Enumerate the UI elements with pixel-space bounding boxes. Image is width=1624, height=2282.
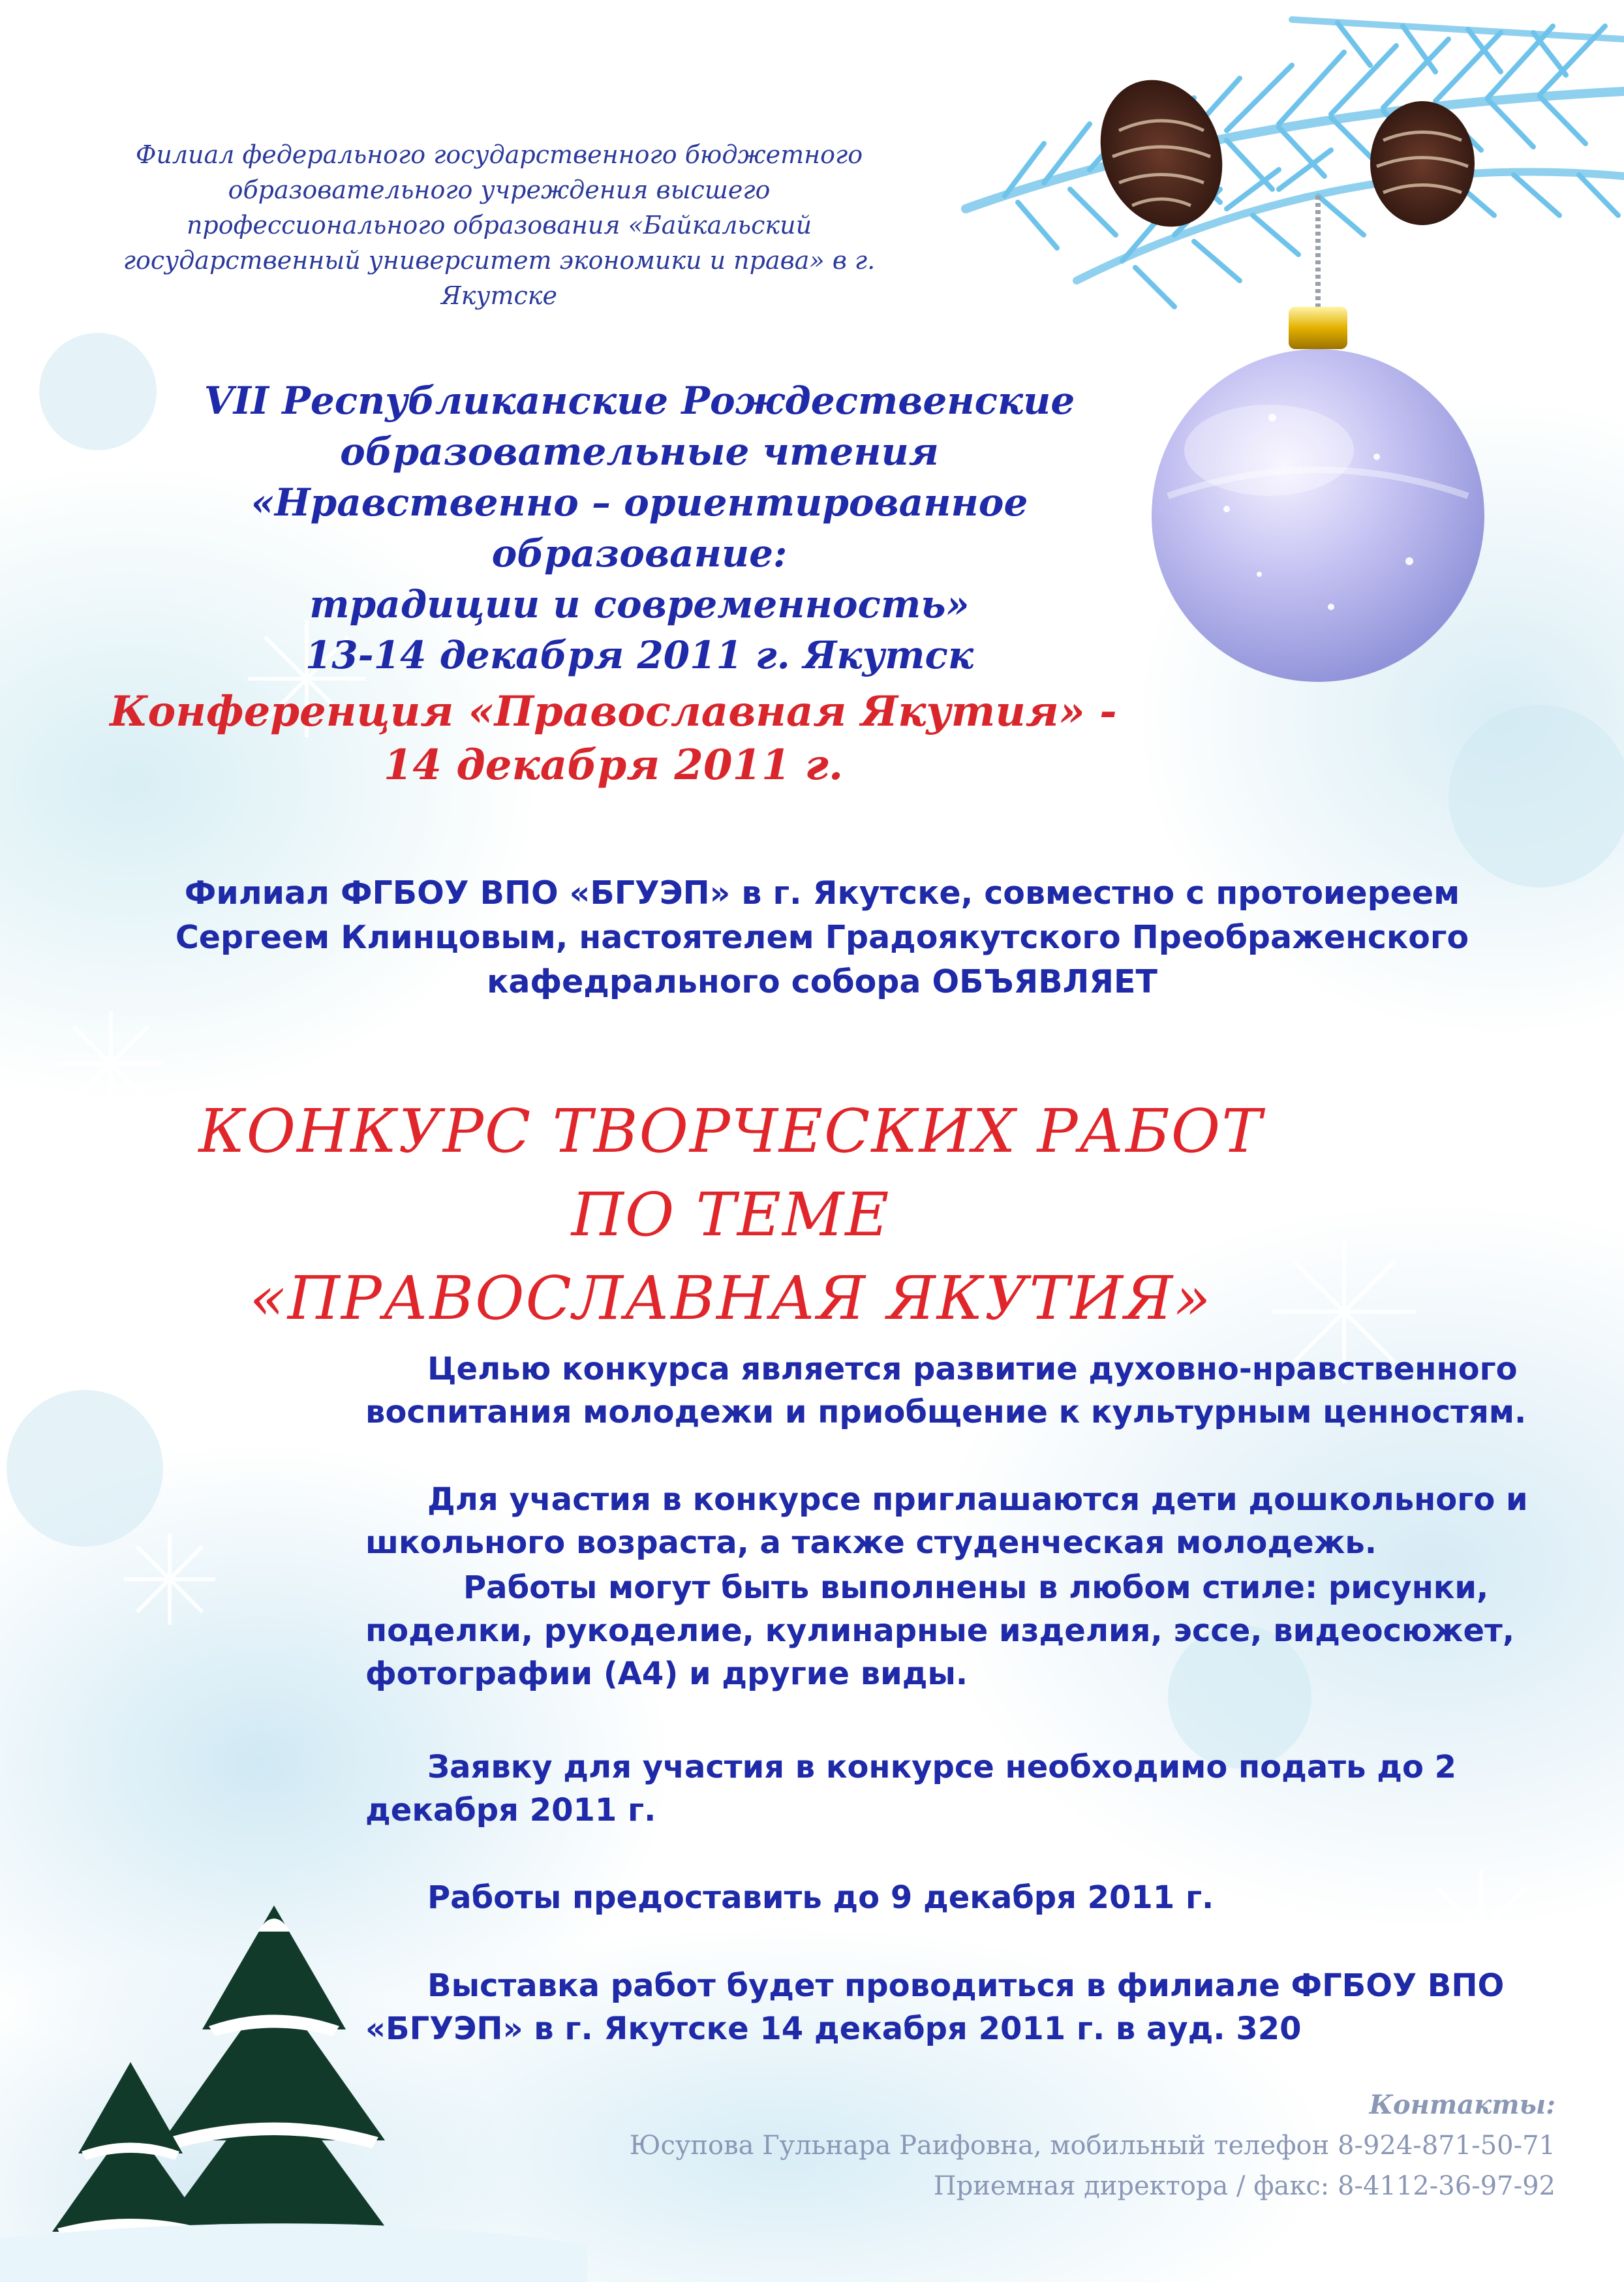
- conference-title: [98, 685, 1129, 792]
- participants-paragraph: Для участия в конкурсе приглашаются дети дошкольного и школьного возраста, а также студенческая молодежь.: [365, 1481, 1528, 1561]
- event-line: «Нравственно – ориентированное образование:: [251, 480, 1028, 576]
- styles-paragraph: Работы могут быть выполнены в любом стиле: рисунки, поделки, рукоделие, кулинарные изделия, эссе, видеосюжет, фотографии (А4) и другие виды.: [365, 1569, 1515, 1692]
- goal-paragraph: Целью конкурса является развитие духовно-нравственного воспитания молодежи и приобщение к культурным ценностям.: [365, 1351, 1527, 1430]
- christmas-ornament-icon: [1152, 196, 1484, 682]
- conference-date: 14 декабря 2011 г.: [383, 741, 844, 790]
- event-date: 13-14 декабря 2011 г. Якутск: [305, 633, 974, 677]
- announcement: [144, 871, 1501, 1004]
- contact-phone: Юсупова Гульнара Раифовна, мобильный телефон 8-924-871-50-71: [629, 2131, 1555, 2161]
- contacts-title: Контакты:: [1369, 2089, 1555, 2120]
- contacts: [479, 2085, 1555, 2206]
- institution-line: Филиал федерального государственного бюджетного: [135, 140, 863, 169]
- event-line: образовательные чтения: [340, 429, 939, 474]
- institution-name: [98, 137, 900, 313]
- contest-line: ПО ТЕМЕ: [571, 1180, 891, 1250]
- application-paragraph: Заявку для участия в конкурсе необходимо подать до 2 декабря 2011 г.: [365, 1749, 1457, 1828]
- institution-line: Якутске: [441, 281, 557, 310]
- contact-fax: Приемная директора / факс: 8-4112-36-97-92: [933, 2171, 1555, 2201]
- announcement-line: Филиал ФГБОУ ВПО «БГУЭП» в г. Якутске, совместно с протоиереем: [184, 874, 1460, 912]
- exhibition-line: Выставка работ будет проводиться в филиале ФГБОУ ВПО: [427, 1967, 1505, 2004]
- institution-line: профессионального образования «Байкальский: [186, 211, 812, 239]
- announcement-line: кафедрального собора ОБЪЯВЛЯЕТ: [487, 963, 1157, 1000]
- contest-line: «ПРАВОСЛАВНАЯ ЯКУТИЯ»: [249, 1263, 1212, 1333]
- contest-line: КОНКУРС ТВОРЧЕСКИХ РАБОТ: [198, 1096, 1263, 1166]
- institution-line: государственный университет экономики и права» в г.: [123, 246, 876, 275]
- event-line: традиции и современность»: [309, 582, 970, 626]
- exhibition-paragraph: [365, 1964, 1553, 2050]
- contest-title: [170, 1090, 1292, 1340]
- pine-branch-icon: [966, 20, 1624, 307]
- deadline-paragraph: Работы предоставить до 9 декабря 2011 г.: [427, 1879, 1214, 1916]
- event-title: [144, 375, 1135, 681]
- announcement-line: Сергеем Клинцовым, настоятелем Градоякутского Преображенского: [175, 919, 1469, 956]
- pine-cone-icon: [1080, 63, 1475, 244]
- institution-line: образовательного учреждения высшего: [228, 176, 771, 204]
- conference-line: Конференция «Православная Якутия» -: [110, 687, 1117, 736]
- event-line: VII Республиканские Рождественские: [204, 378, 1075, 423]
- exhibition-line: «БГУЭП» в г. Якутске 14 декабря 2011 г. в ауд. 320: [365, 2011, 1302, 2047]
